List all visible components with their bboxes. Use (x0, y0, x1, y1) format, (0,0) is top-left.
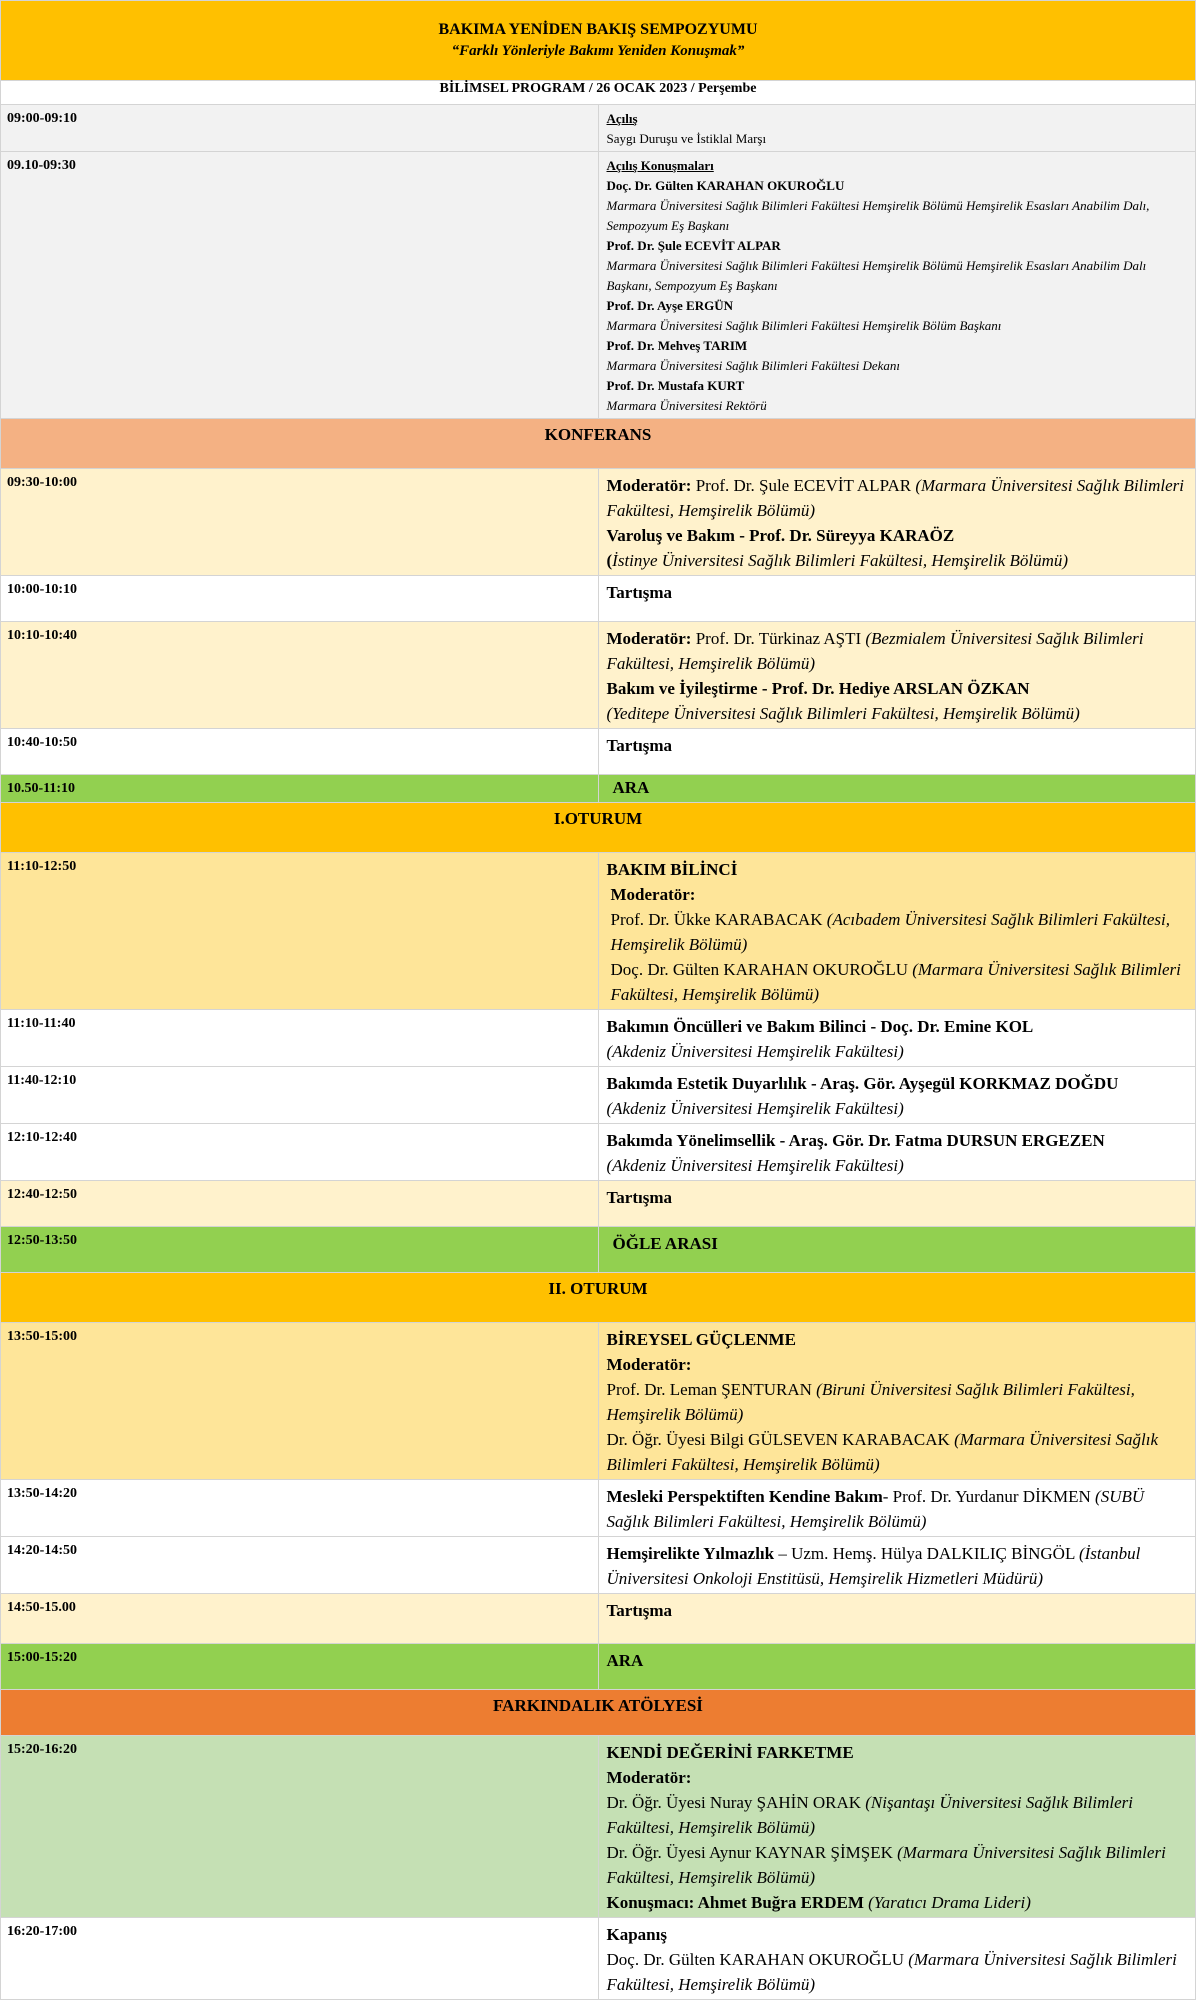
moderator-name: Prof. Dr. Ükke KARABACAK (610, 910, 827, 929)
time-cell: 16:20-17:00 (1, 1918, 599, 2000)
talk-affiliation: (Akdeniz Üniversitesi Hemşirelik Fakültesi) (606, 1099, 904, 1118)
header-row (1, 1, 1196, 81)
discussion-label: Tartışma (598, 1181, 1196, 1227)
program-line: BİLİMSEL PROGRAM / 26 OCAK 2023 / Perşembe (1, 81, 1196, 105)
konferans-session-1 (1, 469, 1196, 576)
talk-row (1, 1010, 1196, 1067)
moderator-label: Moderatör: (606, 1355, 692, 1374)
time-cell: 14:50-15.00 (1, 1594, 599, 1644)
break-label: ARA (598, 775, 1196, 803)
moderator-affiliation: (Marmara Üniversitesi Sağlık Bilimleri Fakültesi, Hemşirelik Bölümü) (610, 960, 1181, 1004)
speaker-name: Prof. Dr. Ayşe ERGÜN (606, 298, 734, 313)
talk-affiliation (607, 548, 1188, 573)
content-cell (598, 1480, 1196, 1537)
symposium-subtitle: “Farklı Yönleriyle Bakımı Yeniden Konuşmak” (451, 43, 745, 59)
symposium-title: BAKIMA YENİDEN BAKIŞ SEMPOZYUMU (438, 21, 758, 38)
talk-title: Bakımda Estetik Duyarlılık - Araş. Gör. Ayşegül KORKMAZ DOĞDU (606, 1074, 1119, 1093)
moderator-line (607, 1790, 1188, 1840)
moderator-line (607, 1840, 1188, 1890)
speaker-name: Prof. Dr. Mustafa KURT (606, 378, 745, 393)
time-cell: 10.50-11:10 (1, 775, 599, 803)
moderator-affiliation: (Marmara Üniversitesi Sağlık Bilimleri Fakültesi, Hemşirelik Bölümü) (606, 476, 1184, 520)
speeches-title: Açılış Konuşmaları (606, 158, 714, 173)
talk-title: Bakım ve İyileştirme - Prof. Dr. Hediye ARSLAN ÖZKAN (606, 679, 1030, 698)
session-topic: BİREYSEL GÜÇLENME (606, 1330, 796, 1349)
opening-row (1, 105, 1196, 152)
talk-affiliation: (Akdeniz Üniversitesi Hemşirelik Fakültesi) (606, 1042, 904, 1061)
konferans-header-row (1, 419, 1196, 469)
moderator-name: Prof. Dr. Leman ŞENTURAN (606, 1380, 817, 1399)
opening-text: Saygı Duruşu ve İstiklal Marşı (606, 131, 767, 146)
discussion-label: Tartışma (598, 1594, 1196, 1644)
talk-affiliation-text: İstinye Üniversitesi Sağlık Bilimleri Fakültesi, Hemşirelik Bölümü) (612, 551, 1069, 570)
content-cell (598, 853, 1196, 1010)
talk-title: Hemşirelikte Yılmazlık (606, 1544, 775, 1563)
paren: ( (606, 551, 613, 570)
moderator-line (607, 1427, 1188, 1477)
section-title-oturum1: I.OTURUM (1, 803, 1196, 853)
speaker-label: Konuşmacı: Ahmet Buğra ERDEM (606, 1893, 869, 1912)
talk-speaker: – Uzm. Hemş. Hülya DALKILIÇ BİNGÖL (774, 1544, 1079, 1563)
content-cell (598, 1323, 1196, 1480)
talk-title: Varoluş ve Bakım - Prof. Dr. Süreyya KARAÖZ (606, 526, 955, 545)
talk-row (1, 1124, 1196, 1181)
content-cell (598, 1010, 1196, 1067)
discussion-label: Tartışma (598, 729, 1196, 775)
talk-affiliation: (İstanbul Üniversitesi Onkoloji Enstitüsü, Hemşirelik Hizmetleri Müdürü) (606, 1544, 1141, 1588)
moderator-label: Moderatör: (610, 885, 696, 904)
closing-title: Kapanış (606, 1925, 667, 1944)
discussion-row (1, 576, 1196, 622)
time-cell: 10:10-10:40 (1, 622, 599, 729)
time-cell: 12:40-12:50 (1, 1181, 599, 1227)
moderator-label: Moderatör: (606, 1768, 692, 1787)
oturum1-intro (1, 853, 1196, 1010)
time-cell: 09:00-09:10 (1, 105, 599, 152)
moderator-label: Moderatör: (606, 629, 692, 648)
speaker-role: Marmara Üniversitesi Rektörü (606, 398, 767, 413)
break-row (1, 775, 1196, 803)
oturum2-header-row (1, 1273, 1196, 1323)
talk-title: Mesleki Perspektiften Kendine Bakım (606, 1487, 883, 1506)
time-cell: 11:10-12:50 (1, 853, 599, 1010)
konferans-session-2 (1, 622, 1196, 729)
content-cell (598, 622, 1196, 729)
moderator-affiliation: (Marmara Üniversitesi Sağlık Bilimleri Fakültesi, Hemşirelik Bölümü) (606, 1430, 1159, 1474)
time-cell: 15:00-15:20 (1, 1644, 599, 1690)
break-label: ARA (598, 1644, 1196, 1690)
moderator-affiliation: (Marmara Üniversitesi Sağlık Bilimleri Fakültesi, Hemşirelik Bölümü) (606, 1843, 1166, 1887)
moderator-name: Prof. Dr. Şule ECEVİT ALPAR (691, 476, 916, 495)
speeches-row (1, 152, 1196, 419)
closing-affiliation: (Marmara Üniversitesi Sağlık Bilimleri Fakültesi, Hemşirelik Bölümü) (606, 1950, 1177, 1994)
time-cell: 09:30-10:00 (1, 469, 599, 576)
session-topic: KENDİ DEĞERİNİ FARKETME (606, 1743, 854, 1762)
moderator-line (607, 1377, 1188, 1427)
time-cell: 12:50-13:50 (1, 1227, 599, 1273)
talk-title: Bakımın Öncülleri ve Bakım Bilinci - Doç. Dr. Emine KOL (606, 1017, 1034, 1036)
speaker-name: Prof. Dr. Mehveş TARIM (606, 338, 748, 353)
lunch-row (1, 1227, 1196, 1273)
speaker-affiliation: (Yaratıcı Drama Lideri) (868, 1893, 1031, 1912)
oturum1-header-row (1, 803, 1196, 853)
time-cell: 09.10-09:30 (1, 152, 599, 419)
talk-row (1, 1480, 1196, 1537)
talk-affiliation: (SUBÜ Sağlık Bilimleri Fakültesi, Hemşirelik Bölümü) (606, 1487, 1145, 1531)
moderator-name: Prof. Dr. Türkinaz AŞTI (691, 629, 866, 648)
time-cell: 13:50-15:00 (1, 1323, 599, 1480)
header-cell (1, 1, 1196, 81)
discussion-row (1, 1594, 1196, 1644)
moderator-line (607, 907, 1188, 957)
talk-line (607, 1541, 1188, 1591)
closing-row (1, 1918, 1196, 2000)
lunch-label: ÖĞLE ARASI (598, 1227, 1196, 1273)
atolye-header-row (1, 1690, 1196, 1736)
program-line-row (1, 81, 1196, 105)
content-cell (598, 105, 1196, 152)
section-title-konferans: KONFERANS (1, 419, 1196, 469)
time-cell: 14:20-14:50 (1, 1537, 599, 1594)
speaker-role: Marmara Üniversitesi Sağlık Bilimleri Fakültesi Dekanı (606, 358, 901, 373)
speaker-role: Marmara Üniversitesi Sağlık Bilimleri Fakültesi Hemşirelik Bölüm Başkanı (606, 318, 1002, 333)
content-cell (598, 1918, 1196, 2000)
oturum2-intro (1, 1323, 1196, 1480)
discussion-row (1, 729, 1196, 775)
moderator-name: Dr. Öğr. Üyesi Nuray ŞAHİN ORAK (606, 1793, 866, 1812)
discussion-label: Tartışma (598, 576, 1196, 622)
talk-affiliation: (Yeditepe Üniversitesi Sağlık Bilimleri Fakültesi, Hemşirelik Bölümü) (606, 704, 1080, 723)
session-topic: BAKIM BİLİNCİ (606, 860, 738, 879)
break-row (1, 1644, 1196, 1690)
time-cell: 10:00-10:10 (1, 576, 599, 622)
atolye-intro (1, 1736, 1196, 1918)
closing-line (607, 1947, 1188, 1997)
moderator-label: Moderatör: (606, 476, 692, 495)
moderator-line (607, 626, 1188, 676)
speaker-role: Marmara Üniversitesi Sağlık Bilimleri Fakültesi Hemşirelik Bölümü Hemşirelik Esasları Anabilim Dalı, Sempozyum Eş Başkanı (606, 198, 1150, 233)
moderator-affiliation: (Nişantaşı Üniversitesi Sağlık Bilimleri Fakültesi, Hemşirelik Bölümü) (606, 1793, 1133, 1837)
opening-title: Açılış (606, 111, 638, 126)
moderator-name: Dr. Öğr. Üyesi Bilgi GÜLSEVEN KARABACAK (606, 1430, 955, 1449)
moderator-name: Doç. Dr. Gülten KARAHAN OKUROĞLU (610, 960, 913, 979)
time-cell: 13:50-14:20 (1, 1480, 599, 1537)
moderator-line (607, 473, 1188, 523)
content-cell (598, 1124, 1196, 1181)
moderator-affiliation: (Biruni Üniversitesi Sağlık Bilimleri Fakültesi, Hemşirelik Bölümü) (606, 1380, 1135, 1424)
moderator-name: Dr. Öğr. Üyesi Aynur KAYNAR ŞİMŞEK (606, 1843, 898, 1862)
moderator-line (607, 957, 1188, 1007)
speaker-name: Doç. Dr. Gülten KARAHAN OKUROĞLU (606, 178, 845, 193)
content-cell (598, 469, 1196, 576)
speaker-role: Marmara Üniversitesi Sağlık Bilimleri Fakültesi Hemşirelik Bölümü Hemşirelik Esasları Anabilim Dalı Başkanı, Sempozyum Eş Başkanı (606, 258, 1147, 293)
content-cell (598, 152, 1196, 419)
speaker-name: Prof. Dr. Şule ECEVİT ALPAR (606, 238, 781, 253)
talk-speaker: - Prof. Dr. Yurdanur DİKMEN (882, 1487, 1096, 1506)
time-cell: 11:40-12:10 (1, 1067, 599, 1124)
section-title-atolye: FARKINDALIK ATÖLYESİ (1, 1690, 1196, 1736)
talk-row (1, 1067, 1196, 1124)
talk-affiliation: (Akdeniz Üniversitesi Hemşirelik Fakültesi) (606, 1156, 904, 1175)
time-cell: 12:10-12:40 (1, 1124, 599, 1181)
moderator-affiliation: (Bezmialem Üniversitesi Sağlık Bilimleri Fakültesi, Hemşirelik Bölümü) (606, 629, 1144, 673)
content-cell (598, 1537, 1196, 1594)
talk-line (607, 1484, 1188, 1534)
section-title-oturum2: II. OTURUM (1, 1273, 1196, 1323)
talk-row (1, 1537, 1196, 1594)
talk-title: Bakımda Yönelimsellik - Araş. Gör. Dr. Fatma DURSUN ERGEZEN (606, 1131, 1105, 1150)
time-cell: 10:40-10:50 (1, 729, 599, 775)
time-cell: 11:10-11:40 (1, 1010, 599, 1067)
content-cell (598, 1736, 1196, 1918)
discussion-row (1, 1181, 1196, 1227)
speaker-line (607, 1890, 1188, 1915)
time-cell: 15:20-16:20 (1, 1736, 599, 1918)
moderator-affiliation: (Acıbadem Üniversitesi Sağlık Bilimleri Fakültesi, Hemşirelik Bölümü) (610, 910, 1171, 954)
closing-name: Doç. Dr. Gülten KARAHAN OKUROĞLU (606, 1950, 909, 1969)
content-cell (598, 1067, 1196, 1124)
